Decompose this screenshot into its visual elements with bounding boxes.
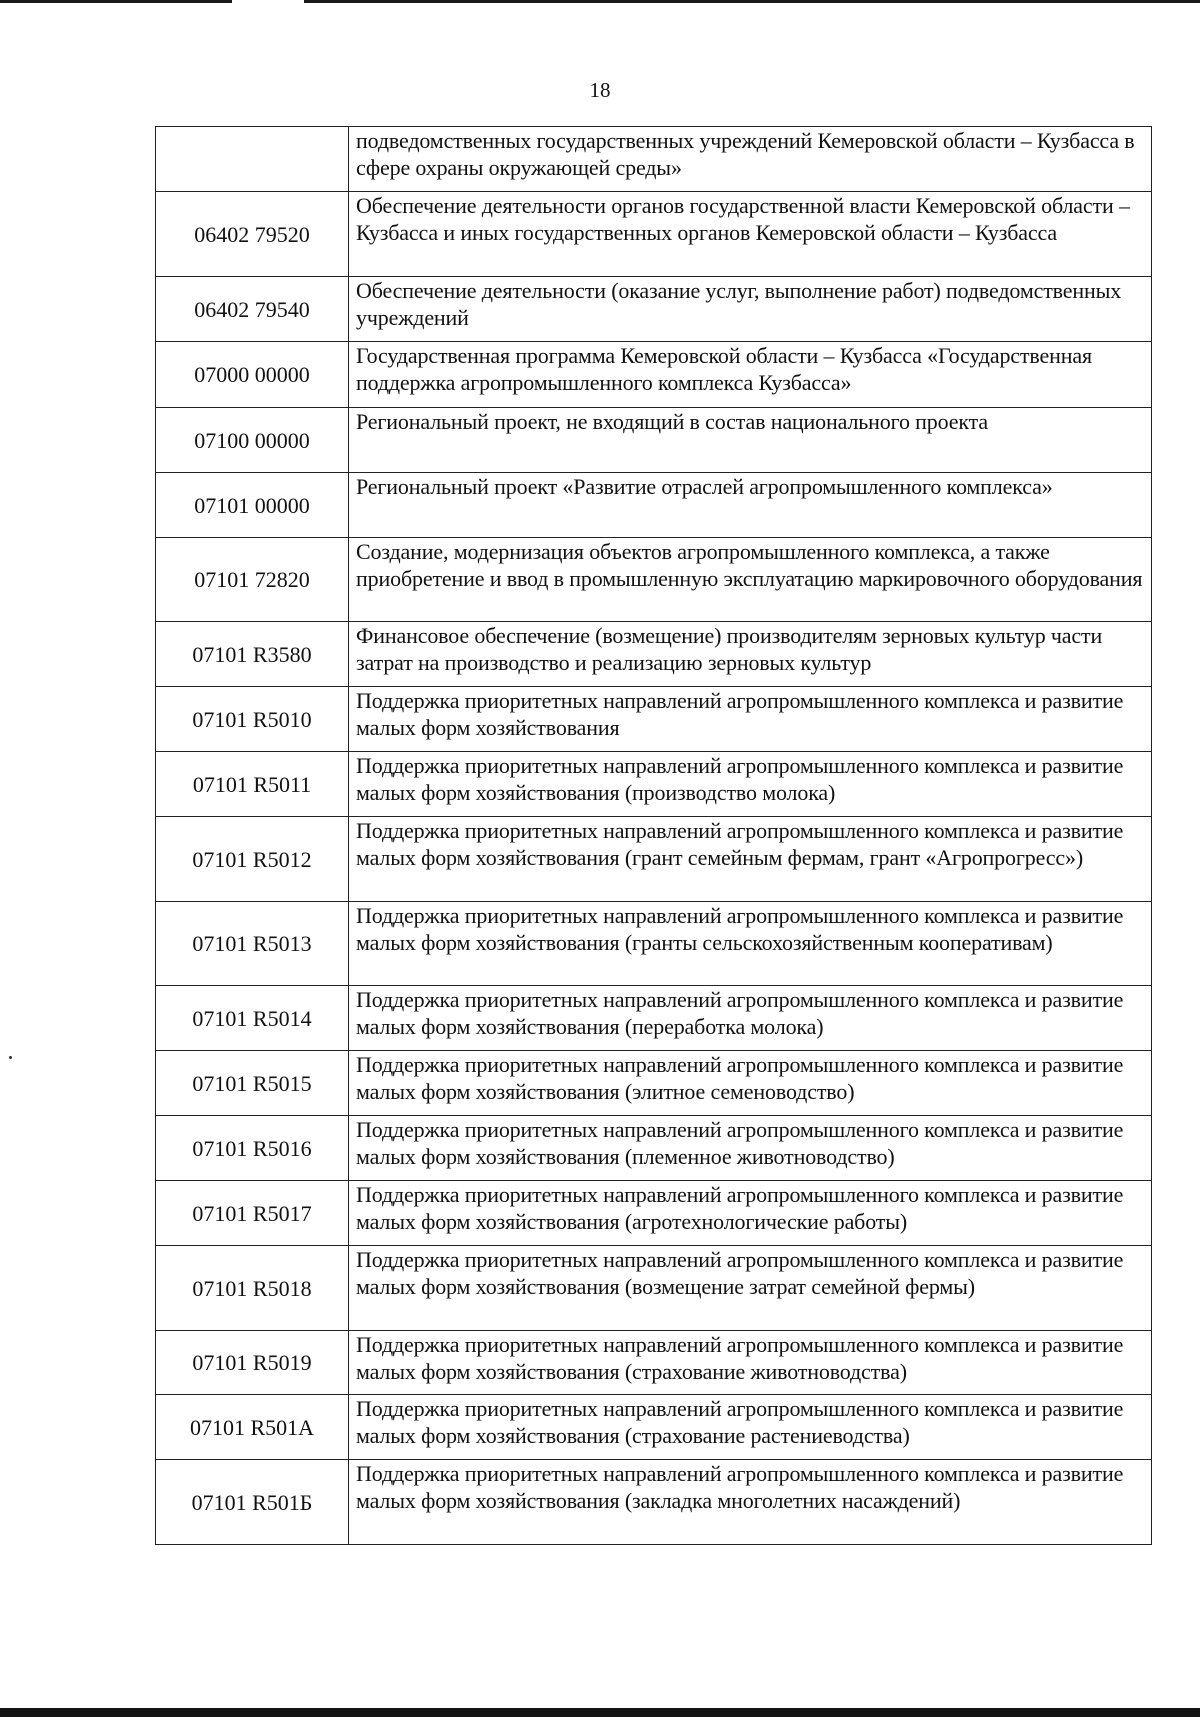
bottom-border-line [0,1708,1200,1717]
table-row [156,1331,1152,1395]
table-row [156,1395,1152,1460]
table-row [156,1460,1152,1545]
code-cell: 06402 79540 [156,277,349,342]
table-row [156,342,1152,408]
table-row [156,192,1152,277]
top-border-gap [232,0,304,3]
table-row [156,473,1152,538]
description-cell: Поддержка приоритетных направлений агропромышленного комплекса и развитие малых форм хозяйствования (страхование растениеводства) [349,1395,1152,1460]
code-cell: 07101 R501Б [156,1460,349,1545]
table-row [156,277,1152,342]
table-row [156,902,1152,986]
table-row [156,538,1152,622]
description-cell: Поддержка приоритетных направлений агропромышленного комплекса и развитие малых форм хозяйствования (грант семейным фермам, грант «Агропрогресс») [349,817,1152,902]
table-row [156,986,1152,1051]
table-row [156,687,1152,752]
description-cell: Поддержка приоритетных направлений агропромышленного комплекса и развитие малых форм хозяйствования (возмещение затрат семейной фермы) [349,1246,1152,1331]
description-cell: Поддержка приоритетных направлений агропромышленного комплекса и развитие малых форм хозяйствования (переработка молока) [349,986,1152,1051]
description-cell: Обеспечение деятельности органов государственной власти Кемеровской области – Кузбасса и иных государственных органов Кемеровской области – Кузбасса [349,192,1152,277]
description-cell: Региональный проект, не входящий в состав национального проекта [349,408,1152,473]
description-cell: Поддержка приоритетных направлений агропромышленного комплекса и развитие малых форм хозяйствования (племенное животноводство) [349,1116,1152,1181]
code-cell: 07101 R3580 [156,622,349,687]
description-cell: Создание, модернизация объектов агропромышленного комплекса, а также приобретение и ввод в промышленную эксплуатацию маркировочного оборудования [349,538,1152,622]
description-cell: Поддержка приоритетных направлений агропромышленного комплекса и развитие малых форм хозяйствования (гранты сельскохозяйственным кооперативам) [349,902,1152,986]
code-cell: 07101 R5018 [156,1246,349,1331]
table-row [156,1181,1152,1246]
code-cell: 07101 R5014 [156,986,349,1051]
description-cell: Региональный проект «Развитие отраслей агропромышленного комплекса» [349,473,1152,538]
code-cell: 07101 R5016 [156,1116,349,1181]
table-row [156,817,1152,902]
code-cell [156,127,349,192]
code-cell: 07101 00000 [156,473,349,538]
table-row [156,1051,1152,1116]
code-cell: 07101 R5012 [156,817,349,902]
table-row [156,622,1152,687]
description-cell: Поддержка приоритетных направлений агропромышленного комплекса и развитие малых форм хозяйствования [349,687,1152,752]
code-cell: 07100 00000 [156,408,349,473]
code-cell: 07101 72820 [156,538,349,622]
code-cell: 07000 00000 [156,342,349,408]
description-cell: подведомственных государственных учреждений Кемеровской области – Кузбасса в сфере охраны окружающей среды» [349,127,1152,192]
code-cell: 07101 R5015 [156,1051,349,1116]
code-cell: 07101 R5013 [156,902,349,986]
table-row [156,127,1152,192]
code-cell: 07101 R5011 [156,752,349,817]
table-row [156,408,1152,473]
table-row [156,1246,1152,1331]
scan-speck [9,1056,12,1059]
code-cell: 07101 R5017 [156,1181,349,1246]
code-cell: 07101 R501А [156,1395,349,1460]
description-cell: Поддержка приоритетных направлений агропромышленного комплекса и развитие малых форм хозяйствования (страхование животноводства) [349,1331,1152,1395]
code-cell: 07101 R5019 [156,1331,349,1395]
description-cell: Финансовое обеспечение (возмещение) производителям зерновых культур части затрат на производство и реализацию зерновых культур [349,622,1152,687]
code-cell: 07101 R5010 [156,687,349,752]
code-cell: 06402 79520 [156,192,349,277]
table-row [156,1116,1152,1181]
page-number: 18 [589,78,611,102]
description-cell: Поддержка приоритетных направлений агропромышленного комплекса и развитие малых форм хозяйствования (элитное семеноводство) [349,1051,1152,1116]
description-cell: Поддержка приоритетных направлений агропромышленного комплекса и развитие малых форм хозяйствования (агротехнологические работы) [349,1181,1152,1246]
description-cell: Поддержка приоритетных направлений агропромышленного комплекса и развитие малых форм хозяйствования (производство молока) [349,752,1152,817]
budget-codes-table [155,126,1152,1545]
table-row [156,752,1152,817]
top-border-line [0,0,1200,3]
description-cell: Поддержка приоритетных направлений агропромышленного комплекса и развитие малых форм хозяйствования (закладка многолетних насаждений) [349,1460,1152,1545]
description-cell: Обеспечение деятельности (оказание услуг, выполнение работ) подведомственных учреждений [349,277,1152,342]
description-cell: Государственная программа Кемеровской области – Кузбасса «Государственная поддержка агропромышленного комплекса Кузбасса» [349,342,1152,408]
